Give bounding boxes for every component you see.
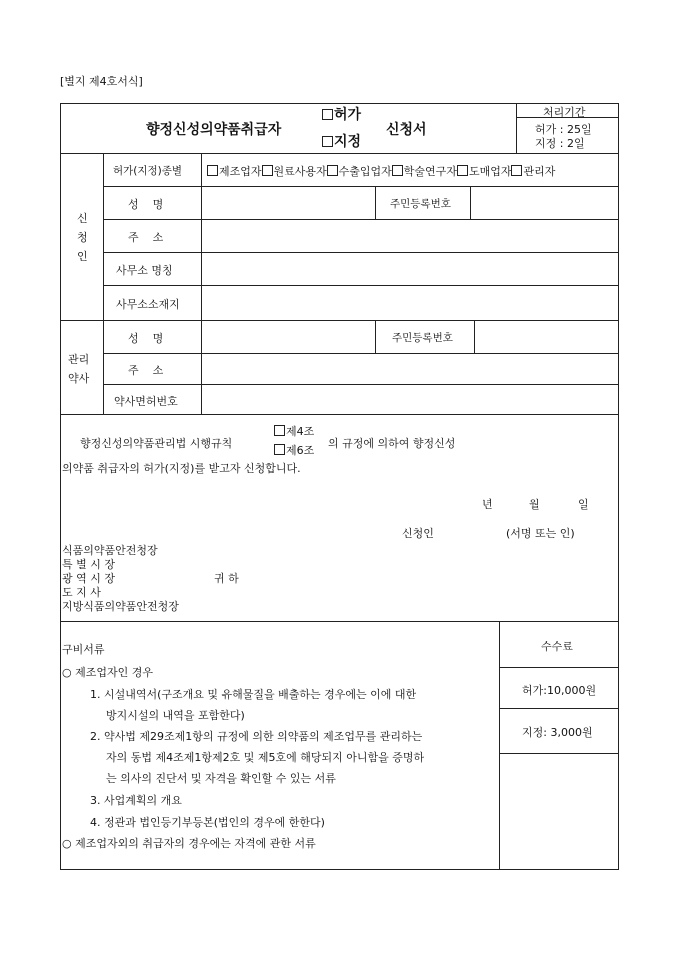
pharmacist-name-field[interactable] — [203, 322, 373, 351]
documents-item2c: 는 의사의 진단서 및 자격을 확인할 수 있는 서류 — [106, 772, 336, 785]
form-title-suffix: 신청서 — [386, 122, 427, 138]
pharmacist-rrn-field[interactable] — [476, 322, 616, 351]
applicant-rrn-field[interactable] — [472, 188, 616, 217]
pharmacist-address-label: 주 소 — [128, 364, 164, 377]
article4-label: 제4조 — [286, 425, 315, 438]
pharmacist-section-label-1: 관리 — [68, 353, 90, 366]
form-title: 향정신성의약품취급자 — [146, 122, 282, 138]
fee-license: 허가:10,000원 — [522, 684, 597, 697]
statement-part2: 의 규정에 의하여 향정신성 — [328, 437, 456, 450]
applicant-section-label-3: 인 — [77, 250, 88, 263]
pharmacist-license-label: 약사면허번호 — [114, 395, 178, 408]
applicant-rrn-label: 주민등록번호 — [390, 198, 451, 210]
office-name-label: 사무소 명칭 — [116, 264, 173, 277]
type-option-manager[interactable]: 관리자 — [511, 165, 555, 178]
circle-bullet-icon: ○ — [62, 837, 76, 850]
license-type-label: 허가(지정)종별 — [113, 165, 183, 177]
documents-case1: ○ 제조업자인 경우 — [62, 666, 153, 679]
article6-checkbox[interactable] — [274, 442, 314, 458]
type-option-manufacturer[interactable]: 제조업자 — [207, 165, 262, 178]
fees-title: 수수료 — [541, 640, 573, 653]
type-option-importer-exporter[interactable]: 수출입업자 — [327, 165, 392, 178]
form-label: [별지 제4호서식] — [60, 75, 143, 88]
circle-bullet-icon: ○ — [62, 666, 76, 679]
documents-item4: 4. 정관과 법인등기부등본(법인의 경우에 한한다) — [90, 816, 325, 829]
pharmacist-section-label-2: 약사 — [68, 372, 90, 385]
pharmacist-license-field[interactable] — [203, 386, 616, 412]
pharmacist-name-label: 성 명 — [128, 332, 164, 345]
date-month-label: 월 — [529, 498, 540, 511]
office-name-field[interactable] — [203, 254, 616, 283]
fee-designation: 지정: 3,000원 — [522, 726, 593, 739]
type-option-researcher[interactable]: 학술연구자 — [392, 165, 457, 178]
article4-checkbox[interactable] — [274, 423, 314, 439]
option-designation-label: 지정 — [334, 134, 362, 150]
sign-or-seal-label: (서명 또는 인) — [506, 527, 575, 540]
office-location-field[interactable] — [203, 287, 616, 318]
statement-line2: 의약품 취급자의 허가(지정)를 받고자 신청합니다. — [62, 462, 301, 475]
recipient-regional-kfda: 지방식품의약품안전청장 — [62, 600, 179, 613]
recipient-metro-city-mayor: 광 역 시 장 — [62, 572, 115, 585]
applicant-section-label-2: 청 — [77, 231, 88, 244]
documents-item3: 3. 사업계획의 개요 — [90, 794, 182, 807]
type-option-wholesaler[interactable]: 도매업자 — [457, 165, 512, 178]
applicant-address-label: 주 소 — [128, 231, 164, 244]
type-option-raw-material-user[interactable]: 원료사용자 — [262, 165, 327, 178]
date-day-label: 일 — [578, 498, 589, 511]
documents-title: 구비서류 — [62, 643, 105, 656]
pharmacist-address-field[interactable] — [203, 355, 616, 382]
date-year-label: 년 — [482, 498, 493, 511]
recipient-special-city-mayor: 특 별 시 장 — [62, 558, 115, 571]
recipient-governor: 도 지 사 — [62, 586, 101, 599]
processing-period-title: 처리기간 — [543, 106, 586, 119]
applicant-name-label: 성 명 — [128, 198, 164, 211]
option-license-checkbox[interactable] — [322, 104, 361, 124]
option-license-label: 허가 — [334, 107, 362, 123]
statement-part1: 향정신성의약품관리법 시행규칙 — [80, 437, 233, 450]
processing-period-designation: 지정 : 2일 — [535, 137, 585, 150]
documents-case2: ○ 제조업자외의 취급자의 경우에는 자격에 관한 서류 — [62, 837, 316, 850]
applicant-section-label-1: 신 — [77, 212, 88, 225]
documents-item1a: 1. 시설내역서(구조개요 및 유해물질을 배출하는 경우에는 이에 대한 — [90, 688, 417, 701]
recipient-honorific: 귀 하 — [214, 572, 239, 585]
option-designation-checkbox[interactable] — [322, 131, 361, 151]
applicant-address-field[interactable] — [203, 221, 616, 250]
documents-item2b: 자의 동법 제4조제1항제2호 및 제5호에 해당되지 아니함을 증명하 — [106, 751, 425, 764]
processing-period-license: 허가 : 25일 — [535, 123, 592, 136]
documents-item2a: 2. 약사법 제29조제1항의 규정에 의한 의약품의 제조업무를 관리하는 — [90, 730, 423, 743]
pharmacist-rrn-label: 주민등록번호 — [392, 332, 453, 344]
article6-label: 제6조 — [286, 444, 315, 457]
documents-item1b: 방지시설의 내역을 포함한다) — [106, 709, 245, 722]
applicant-signature-label: 신청인 — [402, 527, 434, 540]
recipient-kfda: 식품의약품안전청장 — [62, 544, 158, 557]
office-location-label: 사무소소재지 — [116, 298, 180, 311]
applicant-name-field[interactable] — [203, 188, 373, 217]
license-type-options — [207, 163, 555, 179]
